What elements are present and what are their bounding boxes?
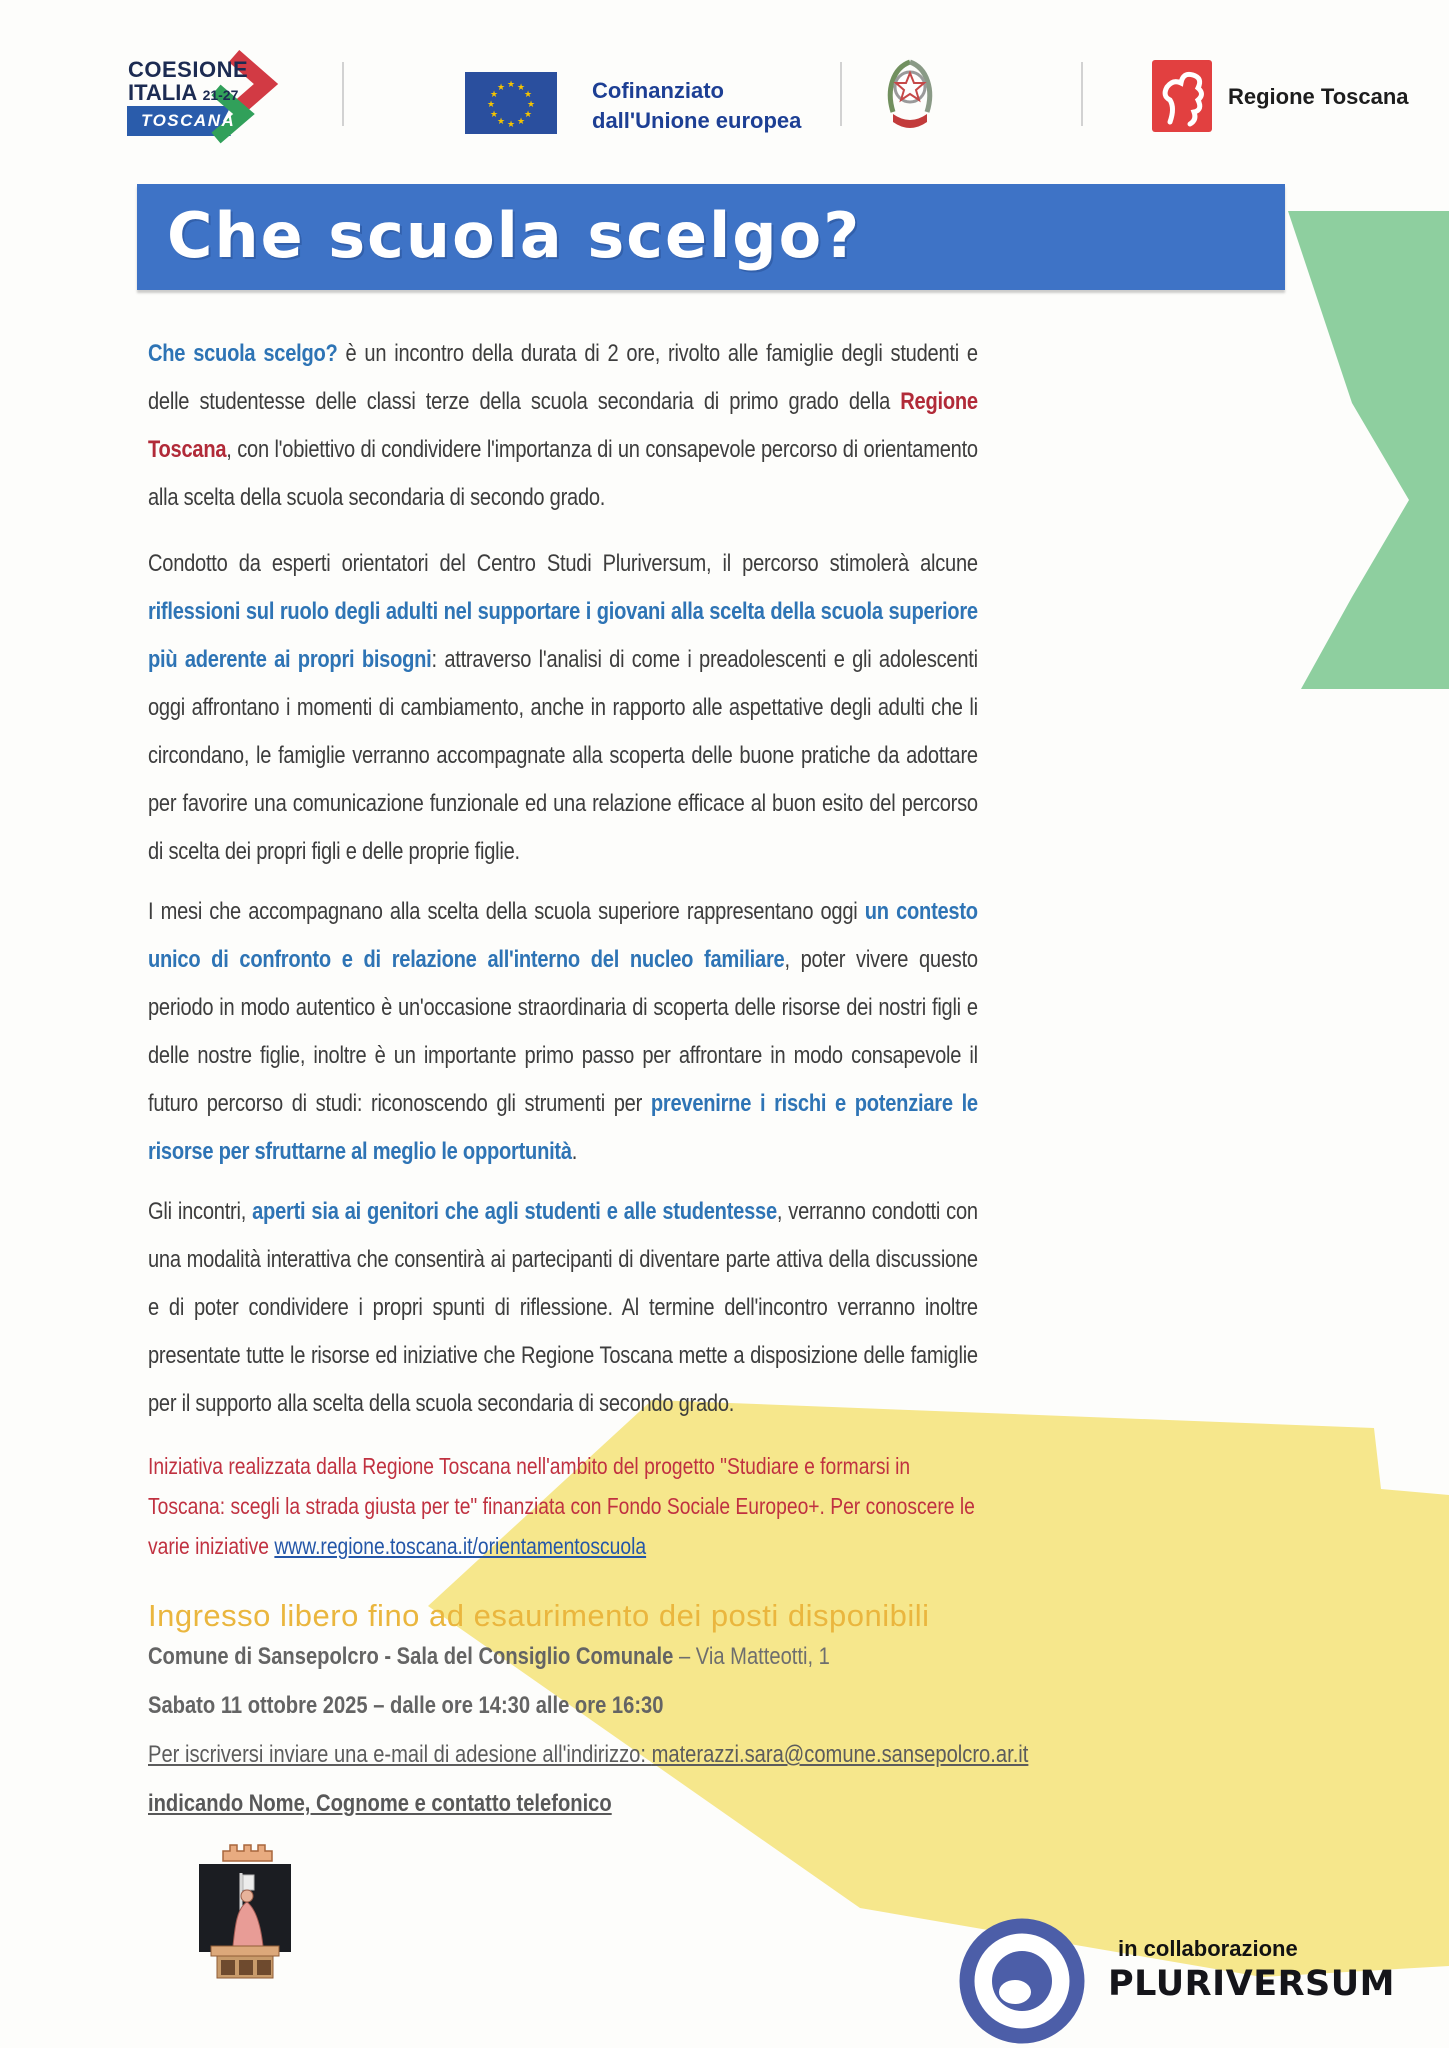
event-signup-note: indicando Nome, Cognome e contatto telefonico — [148, 1790, 612, 1817]
regione-toscana-logo — [1152, 60, 1212, 132]
admission-note: Ingresso libero fino ad esaurimento dei posti disponibili — [148, 1598, 930, 1633]
coesione-subtitle — [128, 80, 238, 106]
pluriversum-logo-icon — [952, 1915, 1102, 2048]
para3-text-2: , poter vivere questo periodo in modo autentico è un'occasione straordinaria di scoperta delle risorse dei nostri figli e delle nostre figlie, inoltre è un importante primo passo per affrontare in modo consapevole il futuro percorso di studi: riconoscendo gli strumenti per — [148, 946, 978, 1117]
event-details — [148, 1632, 1196, 1828]
event-datetime: Sabato 11 ottobre 2025 – dalle ore 14:30 alle ore 16:30 — [148, 1692, 664, 1719]
eu-cofunding-line1: Cofinanziato — [592, 78, 724, 103]
italy-emblem-icon — [883, 54, 937, 134]
coesione-title: COESIONE — [128, 57, 249, 82]
event-venue-line — [148, 1632, 1028, 1681]
intro-region: Regione Toscana — [148, 388, 978, 463]
svg-text:★: ★ — [496, 117, 506, 127]
para4-highlight: aperti sia ai genitori che agli studenti e alle studentesse — [252, 1198, 777, 1225]
eu-cofunding-line2: dall'Unione europea — [592, 108, 802, 133]
eu-cofunding-label — [592, 76, 801, 136]
para2-highlight: riflessioni sul ruolo degli adulti nel supportare i giovani alla scelta della scuola superiore più aderente ai propri bisogni — [148, 598, 978, 673]
svg-text:★: ★ — [516, 117, 526, 127]
project-note — [148, 1446, 976, 1566]
project-note-text: Iniziativa realizzata dalla Regione Toscana nell'ambito del progetto "Studiare e formarsi in Toscana: scegli la strada giusta per te" finanziata con Fondo Sociale Europeo+. Per conoscere le varie iniziative — [148, 1453, 975, 1559]
pluriversum-wordmark: PLURIVERSUM — [1108, 1964, 1396, 2004]
coesione-toscana-badge: TOSCANA — [141, 111, 236, 130]
para2-text-1: Condotto da esperti orientatori del Centro Studi Pluriversum, il percorso stimolerà alcune — [148, 550, 978, 577]
header-divider — [840, 62, 842, 126]
para3-text-1: I mesi che accompagnano alla scelta della scuola superiore rappresentano oggi — [148, 898, 865, 925]
event-datetime-line — [148, 1681, 1028, 1730]
para2-text-2: : attraverso l'analisi di come i preadolescenti e gli adolescenti oggi affrontano i momenti di cambiamento, anche in rapporto alle aspettative degli adulti che li circondano, le famiglie verranno accompagnate alla scoperta delle buone pratiche da adottare per favorire una comunicazione funzionale ed una relazione efficace al buon esito del percorso di scelta dei propri figli e delle proprie figlie. — [148, 646, 978, 865]
coesione-italia-label: ITALIA — [128, 80, 197, 105]
para4-text-1: Gli incontri, — [148, 1198, 253, 1225]
title-banner — [137, 184, 1285, 290]
sansepolcro-coat-of-arms — [193, 1833, 298, 2008]
svg-text:★: ★ — [489, 90, 499, 100]
event-venue: Comune di Sansepolcro - Sala del Consiglio Comunale — [148, 1643, 674, 1670]
header-divider — [1081, 62, 1083, 126]
coesione-years: 21-27 — [202, 87, 239, 103]
svg-text:★: ★ — [489, 110, 499, 120]
para4-text-2: , verranno condotti con una modalità interattiva che consentirà ai partecipanti di diventare parte attiva della discussione e di poter condividere i propri spunti di riflessione. Al termine dell'incontro verranno inoltre presentate tutte le risorse ed iniziative che Regione Toscana mette a disposizione delle famiglie per il supporto alla scelta della scuola secondaria di secondo grado. — [148, 1198, 978, 1417]
eu-flag-icon — [465, 72, 557, 134]
regione-toscana-label: Regione Toscana — [1228, 84, 1409, 109]
paragraph-experts — [148, 540, 978, 876]
svg-text:★: ★ — [486, 100, 496, 110]
event-signup-note-line — [148, 1779, 1028, 1828]
event-address: – Via Matteotti, 1 — [673, 1643, 830, 1670]
paragraph-meetings — [148, 1188, 978, 1428]
event-signup-line — [148, 1730, 1028, 1779]
paragraph-months — [148, 888, 978, 1176]
svg-text:★: ★ — [523, 110, 533, 120]
svg-text:★: ★ — [523, 90, 533, 100]
intro-text-2: , con l'obiettivo di condividere l'importanza di un consapevole percorso di orientamento alla scelta della scuola secondaria di secondo grado. — [148, 436, 978, 511]
svg-text:★: ★ — [506, 120, 516, 130]
svg-text:★: ★ — [516, 83, 526, 93]
page-title: Che scuola scelgo? — [167, 199, 862, 272]
intro-text-1: è un incontro della durata di 2 ore, rivolto alle famiglie degli studenti e delle studentesse delle classi terze della scuola secondaria di primo grado della — [148, 340, 978, 415]
collaboration-label: in collaborazione — [1118, 1936, 1298, 1961]
svg-text:★: ★ — [506, 80, 516, 90]
header-divider — [342, 62, 344, 126]
para3-highlight-2: prevenirne i rischi e potenziare le risorse per sfruttarne al meglio le opportunità — [148, 1090, 978, 1165]
intro-lead: Che scuola scelgo? — [148, 340, 338, 367]
svg-text:★: ★ — [496, 83, 506, 93]
green-ribbon-shape — [1288, 211, 1449, 689]
para3-highlight-1: un contesto unico di confronto e di relazione all'interno del nucleo familiare — [148, 898, 978, 973]
signup-email-link[interactable]: materazzi.sara@comune.sansepolcro.ar.it — [651, 1741, 1029, 1768]
event-signup-text: Per iscriversi inviare una e-mail di adesione all'indirizzo: — [148, 1741, 652, 1768]
para3-text-3: . — [571, 1138, 578, 1165]
paragraph-intro — [148, 330, 978, 522]
orientamento-link[interactable]: www.regione.toscana.it/orientamentoscuola — [274, 1533, 647, 1559]
svg-text:★: ★ — [526, 100, 536, 110]
